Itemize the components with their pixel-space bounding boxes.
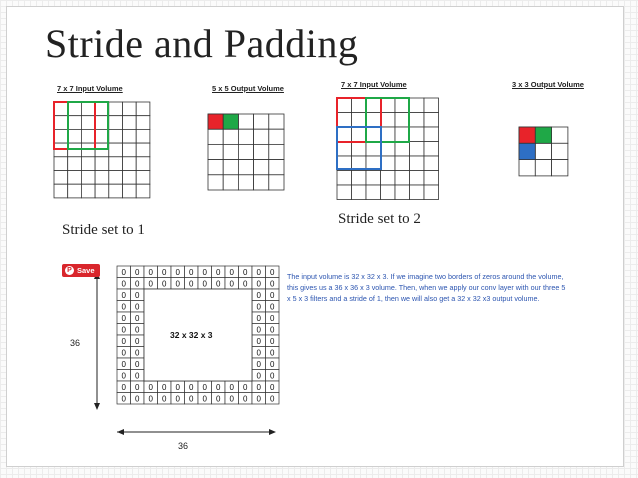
padding-zero: 0	[270, 325, 275, 335]
stride1-output-grid-cell	[223, 175, 238, 190]
padding-description: The input volume is 32 x 32 x 3. If we imagine two borders of zeros around the volume, this gives us a 36 x 36 x 3 volume. Then, when we apply our conv layer with our three 5 x 5 x 3 filters and a stride of 1, then we will also get a 32 x 32 x3 output volume.	[287, 272, 566, 303]
stride1-input-grid-cell	[68, 171, 82, 185]
slide-title: Stride and Padding	[45, 21, 359, 66]
padding-zero: 0	[256, 325, 261, 335]
stride1-input-grid-cell	[81, 102, 95, 116]
padding-zero: 0	[135, 313, 140, 323]
padding-zero: 0	[121, 302, 126, 312]
padding-zero: 0	[121, 394, 126, 404]
stride1-input-grid-cell	[54, 157, 68, 171]
stride2-input-grid-cell	[424, 98, 439, 113]
stride2-output-green-cell	[535, 127, 551, 143]
stride1-input-grid-cell	[81, 116, 95, 130]
stride1-input-grid-cell	[109, 116, 123, 130]
padding-zero: 0	[121, 348, 126, 358]
stride2-output-grid-cell	[552, 127, 568, 143]
padding-zero: 0	[135, 359, 140, 369]
padding-zero: 0	[135, 382, 140, 392]
height-dimension-label: 36	[70, 338, 81, 348]
stride2-input-grid-cell	[381, 127, 396, 142]
stride2-output-grid-cell	[519, 160, 535, 176]
padding-zero: 0	[256, 313, 261, 323]
stride2-input-grid-cell	[381, 98, 396, 113]
stride1-input-grid-cell	[54, 129, 68, 143]
padding-zero: 0	[243, 382, 248, 392]
stride1-output-grid-cell	[238, 114, 253, 129]
stride2-input-grid-cell	[424, 185, 439, 200]
stride1-input-grid-cell	[109, 143, 123, 157]
padding-zero: 0	[121, 336, 126, 346]
stride2-caption: Stride set to 2	[338, 211, 421, 227]
stride2-input-grid-cell	[410, 98, 425, 113]
stride1-input-grid-cell	[136, 129, 150, 143]
padding-zero: 0	[202, 267, 207, 277]
padding-zero: 0	[270, 382, 275, 392]
padding-zero: 0	[175, 267, 180, 277]
stride1-input-grid-cell	[68, 184, 82, 198]
padding-zero: 0	[202, 279, 207, 289]
stride1-input-grid-cell	[95, 157, 109, 171]
stride2-input-grid-cell	[410, 127, 425, 142]
stride2-output-grid-cell	[535, 143, 551, 159]
stride2-input-grid-cell	[395, 113, 410, 128]
padding-zero: 0	[121, 325, 126, 335]
stride2-output-label: 3 x 3 Output Volume	[512, 80, 584, 89]
padding-zero: 0	[135, 371, 140, 381]
stride1-input-grid-cell	[109, 184, 123, 198]
padding-zero: 0	[121, 267, 126, 277]
stride2-input-grid-cell	[381, 185, 396, 200]
stride1-output-grid-cell	[223, 160, 238, 175]
stride1-input-grid-cell	[95, 116, 109, 130]
stride1-input-grid-cell	[109, 157, 123, 171]
stride1-output-grid-cell	[269, 114, 284, 129]
stride1-input-grid-cell	[95, 171, 109, 185]
stride1-input-grid-cell	[68, 157, 82, 171]
stride2-input-grid-cell	[352, 127, 367, 142]
stride1-output-grid-cell	[208, 160, 223, 175]
stride1-input-grid-cell	[136, 171, 150, 185]
stride2-input-grid-cell	[395, 127, 410, 142]
width-arrow-left-head	[117, 429, 124, 435]
padding-zero: 0	[270, 302, 275, 312]
padding-zero: 0	[229, 394, 234, 404]
stride2-input-grid-cell	[395, 185, 410, 200]
padding-zero: 0	[135, 394, 140, 404]
padding-zero: 0	[148, 382, 153, 392]
stride1-input-grid-cell	[81, 171, 95, 185]
stride1-output-grid-cell	[208, 175, 223, 190]
stride1-output-grid-cell	[269, 144, 284, 159]
padding-zero: 0	[189, 267, 194, 277]
stride1-input-grid-cell	[123, 102, 137, 116]
padding-zero: 0	[256, 348, 261, 358]
padding-zero: 0	[162, 267, 167, 277]
stride1-output-grid-cell	[269, 129, 284, 144]
stride2-input-grid-cell	[352, 98, 367, 113]
stride1-input-grid-cell	[136, 184, 150, 198]
stride2-input-grid-cell	[381, 113, 396, 128]
padding-zero: 0	[202, 394, 207, 404]
stride2-output-grid-cell	[552, 160, 568, 176]
stride2-input-grid-cell	[410, 156, 425, 171]
stride1-output-red-cell	[208, 114, 223, 129]
padding-zero: 0	[162, 394, 167, 404]
padding-zero: 0	[135, 279, 140, 289]
stride2-input-grid-cell	[395, 171, 410, 186]
padding-zero: 0	[216, 279, 221, 289]
stride1-input-grid-cell	[136, 116, 150, 130]
padding-zero: 0	[243, 394, 248, 404]
padding-zero: 0	[135, 325, 140, 335]
padding-zero: 0	[202, 382, 207, 392]
stride2-input-grid-cell	[395, 142, 410, 157]
padding-zero: 0	[256, 267, 261, 277]
padding-zero: 0	[256, 394, 261, 404]
stride1-input-grid-cell	[54, 102, 68, 116]
stride1-input-grid-cell	[123, 157, 137, 171]
stride1-output-grid-cell	[223, 144, 238, 159]
stride2-input-grid-cell	[337, 98, 352, 113]
padding-zero: 0	[162, 279, 167, 289]
padding-zero: 0	[175, 382, 180, 392]
padding-zero: 0	[229, 267, 234, 277]
padding-zero: 0	[135, 348, 140, 358]
stride1-output-grid-cell	[238, 144, 253, 159]
stride2-input-grid-cell	[395, 156, 410, 171]
stride1-input-grid-cell	[136, 102, 150, 116]
stride2-output-red-cell	[519, 127, 535, 143]
stride2-input-grid-cell	[337, 127, 352, 142]
stride1-output-grid-cell	[208, 129, 223, 144]
padding-zero: 0	[270, 290, 275, 300]
padding-zero: 0	[256, 359, 261, 369]
stride2-input-grid-cell	[381, 171, 396, 186]
stride1-output-grid-cell	[254, 114, 269, 129]
padding-zero: 0	[229, 382, 234, 392]
stride1-input-grid-cell	[109, 129, 123, 143]
stride1-output-grid-cell	[238, 129, 253, 144]
stride2-input-grid-cell	[337, 113, 352, 128]
stride1-input-grid-cell	[95, 102, 109, 116]
padding-zero: 0	[256, 371, 261, 381]
stride2-input-grid-cell	[337, 142, 352, 157]
stride2-input-grid-cell	[410, 171, 425, 186]
stride1-input-grid-cell	[136, 143, 150, 157]
padding-zero: 0	[121, 313, 126, 323]
pinterest-icon: P	[65, 266, 74, 275]
stride1-output-grid-cell	[254, 129, 269, 144]
stride2-input-grid-cell	[352, 113, 367, 128]
stride2-input-grid-cell	[381, 156, 396, 171]
stride1-output-grid-cell	[208, 144, 223, 159]
stride2-input-grid-cell	[352, 142, 367, 157]
padding-zero: 0	[135, 336, 140, 346]
padding-zero: 0	[189, 382, 194, 392]
padding-zero: 0	[270, 279, 275, 289]
padding-zero: 0	[148, 267, 153, 277]
stride2-output-grid-cell	[535, 160, 551, 176]
padding-zero: 0	[256, 382, 261, 392]
padding-zero: 0	[243, 267, 248, 277]
stride2-input-label: 7 x 7 Input Volume	[341, 80, 407, 89]
stride1-input-grid-cell	[95, 129, 109, 143]
stride2-input-grid-cell	[366, 98, 381, 113]
padding-zero: 0	[216, 267, 221, 277]
stride2-output-blue-cell	[519, 143, 535, 159]
padding-zero: 0	[148, 394, 153, 404]
stride1-output-grid-cell	[238, 175, 253, 190]
padding-zero: 0	[121, 371, 126, 381]
padding-zero: 0	[270, 359, 275, 369]
stride1-input-grid-cell	[54, 171, 68, 185]
padding-zero: 0	[270, 313, 275, 323]
stride2-input-grid-cell	[410, 142, 425, 157]
stride1-input-grid-cell	[123, 143, 137, 157]
padding-zero: 0	[270, 371, 275, 381]
stride2-input-grid-cell	[366, 185, 381, 200]
save-button[interactable]	[62, 264, 100, 277]
stride2-input-grid-cell	[352, 171, 367, 186]
stride1-output-grid-cell	[223, 129, 238, 144]
stride1-input-grid-cell	[136, 157, 150, 171]
stride2-input-grid-cell	[410, 185, 425, 200]
width-dimension-label: 36	[178, 441, 189, 451]
padding-zero: 0	[175, 394, 180, 404]
padding-zero: 0	[175, 279, 180, 289]
stride2-input-grid-cell	[366, 127, 381, 142]
stride2-input-grid-cell	[424, 171, 439, 186]
height-arrow-down-head	[94, 403, 100, 410]
stride2-input-grid-cell	[381, 142, 396, 157]
stride1-input-grid-cell	[123, 116, 137, 130]
padding-zero: 0	[121, 382, 126, 392]
stride2-input-grid-cell	[366, 142, 381, 157]
stride1-output-grid-cell	[254, 175, 269, 190]
stride2-input-grid-cell	[337, 185, 352, 200]
padding-zero: 0	[256, 302, 261, 312]
stride2-input-grid-cell	[424, 113, 439, 128]
stride1-input-grid-cell	[54, 116, 68, 130]
padding-zero: 0	[135, 302, 140, 312]
stride1-input-grid-cell	[81, 129, 95, 143]
padding-zero: 0	[256, 336, 261, 346]
stride1-output-green-cell	[223, 114, 238, 129]
stride1-output-grid-cell	[254, 160, 269, 175]
stride1-input-grid-cell	[109, 171, 123, 185]
stride1-input-grid-cell	[109, 102, 123, 116]
save-label: Save	[77, 266, 95, 275]
padding-zero: 0	[270, 267, 275, 277]
stride1-input-grid-cell	[123, 184, 137, 198]
stride2-input-grid-cell	[424, 156, 439, 171]
stride1-input-grid-cell	[95, 184, 109, 198]
stride1-input-label: 7 x 7 Input Volume	[57, 84, 123, 93]
padding-zero: 0	[216, 382, 221, 392]
padding-zero: 0	[189, 279, 194, 289]
padding-zero: 0	[121, 279, 126, 289]
width-arrow-right-head	[269, 429, 276, 435]
stride2-input-grid-cell	[366, 171, 381, 186]
inner-volume-label: 32 x 32 x 3	[170, 330, 213, 340]
stride1-input-grid-cell	[68, 102, 82, 116]
padding-zero: 0	[189, 394, 194, 404]
stride1-output-label: 5 x 5 Output Volume	[212, 84, 284, 93]
padding-zero: 0	[162, 382, 167, 392]
stride1-input-grid-cell	[68, 129, 82, 143]
padding-zero: 0	[135, 290, 140, 300]
padding-zero: 0	[256, 290, 261, 300]
padding-zero: 0	[270, 394, 275, 404]
padding-zero: 0	[243, 279, 248, 289]
padding-zero: 0	[148, 279, 153, 289]
stride1-caption: Stride set to 1	[62, 222, 145, 238]
stride1-input-grid-cell	[81, 157, 95, 171]
stride1-input-grid-cell	[81, 184, 95, 198]
stride1-output-grid-cell	[254, 144, 269, 159]
stride1-input-grid-cell	[68, 116, 82, 130]
stride2-output-grid-cell	[552, 143, 568, 159]
stride2-input-grid-cell	[424, 142, 439, 157]
stride1-output-grid-cell	[238, 160, 253, 175]
stride2-input-grid-cell	[337, 171, 352, 186]
padding-zero: 0	[229, 279, 234, 289]
padding-zero: 0	[121, 290, 126, 300]
padding-zero: 0	[270, 348, 275, 358]
stride2-input-grid-cell	[424, 127, 439, 142]
padding-zero: 0	[216, 394, 221, 404]
stride2-input-grid-cell	[352, 185, 367, 200]
padding-zero: 0	[270, 336, 275, 346]
padding-zero: 0	[135, 267, 140, 277]
stride2-input-grid-cell	[395, 98, 410, 113]
padding-zero: 0	[256, 279, 261, 289]
padding-zero: 0	[121, 359, 126, 369]
stride1-input-grid-cell	[54, 184, 68, 198]
stride1-output-grid-cell	[269, 175, 284, 190]
stride2-input-grid-cell	[410, 113, 425, 128]
stride1-input-grid-cell	[123, 129, 137, 143]
stride1-input-grid-cell	[123, 171, 137, 185]
stride1-output-grid-cell	[269, 160, 284, 175]
stride2-input-grid-cell	[366, 113, 381, 128]
